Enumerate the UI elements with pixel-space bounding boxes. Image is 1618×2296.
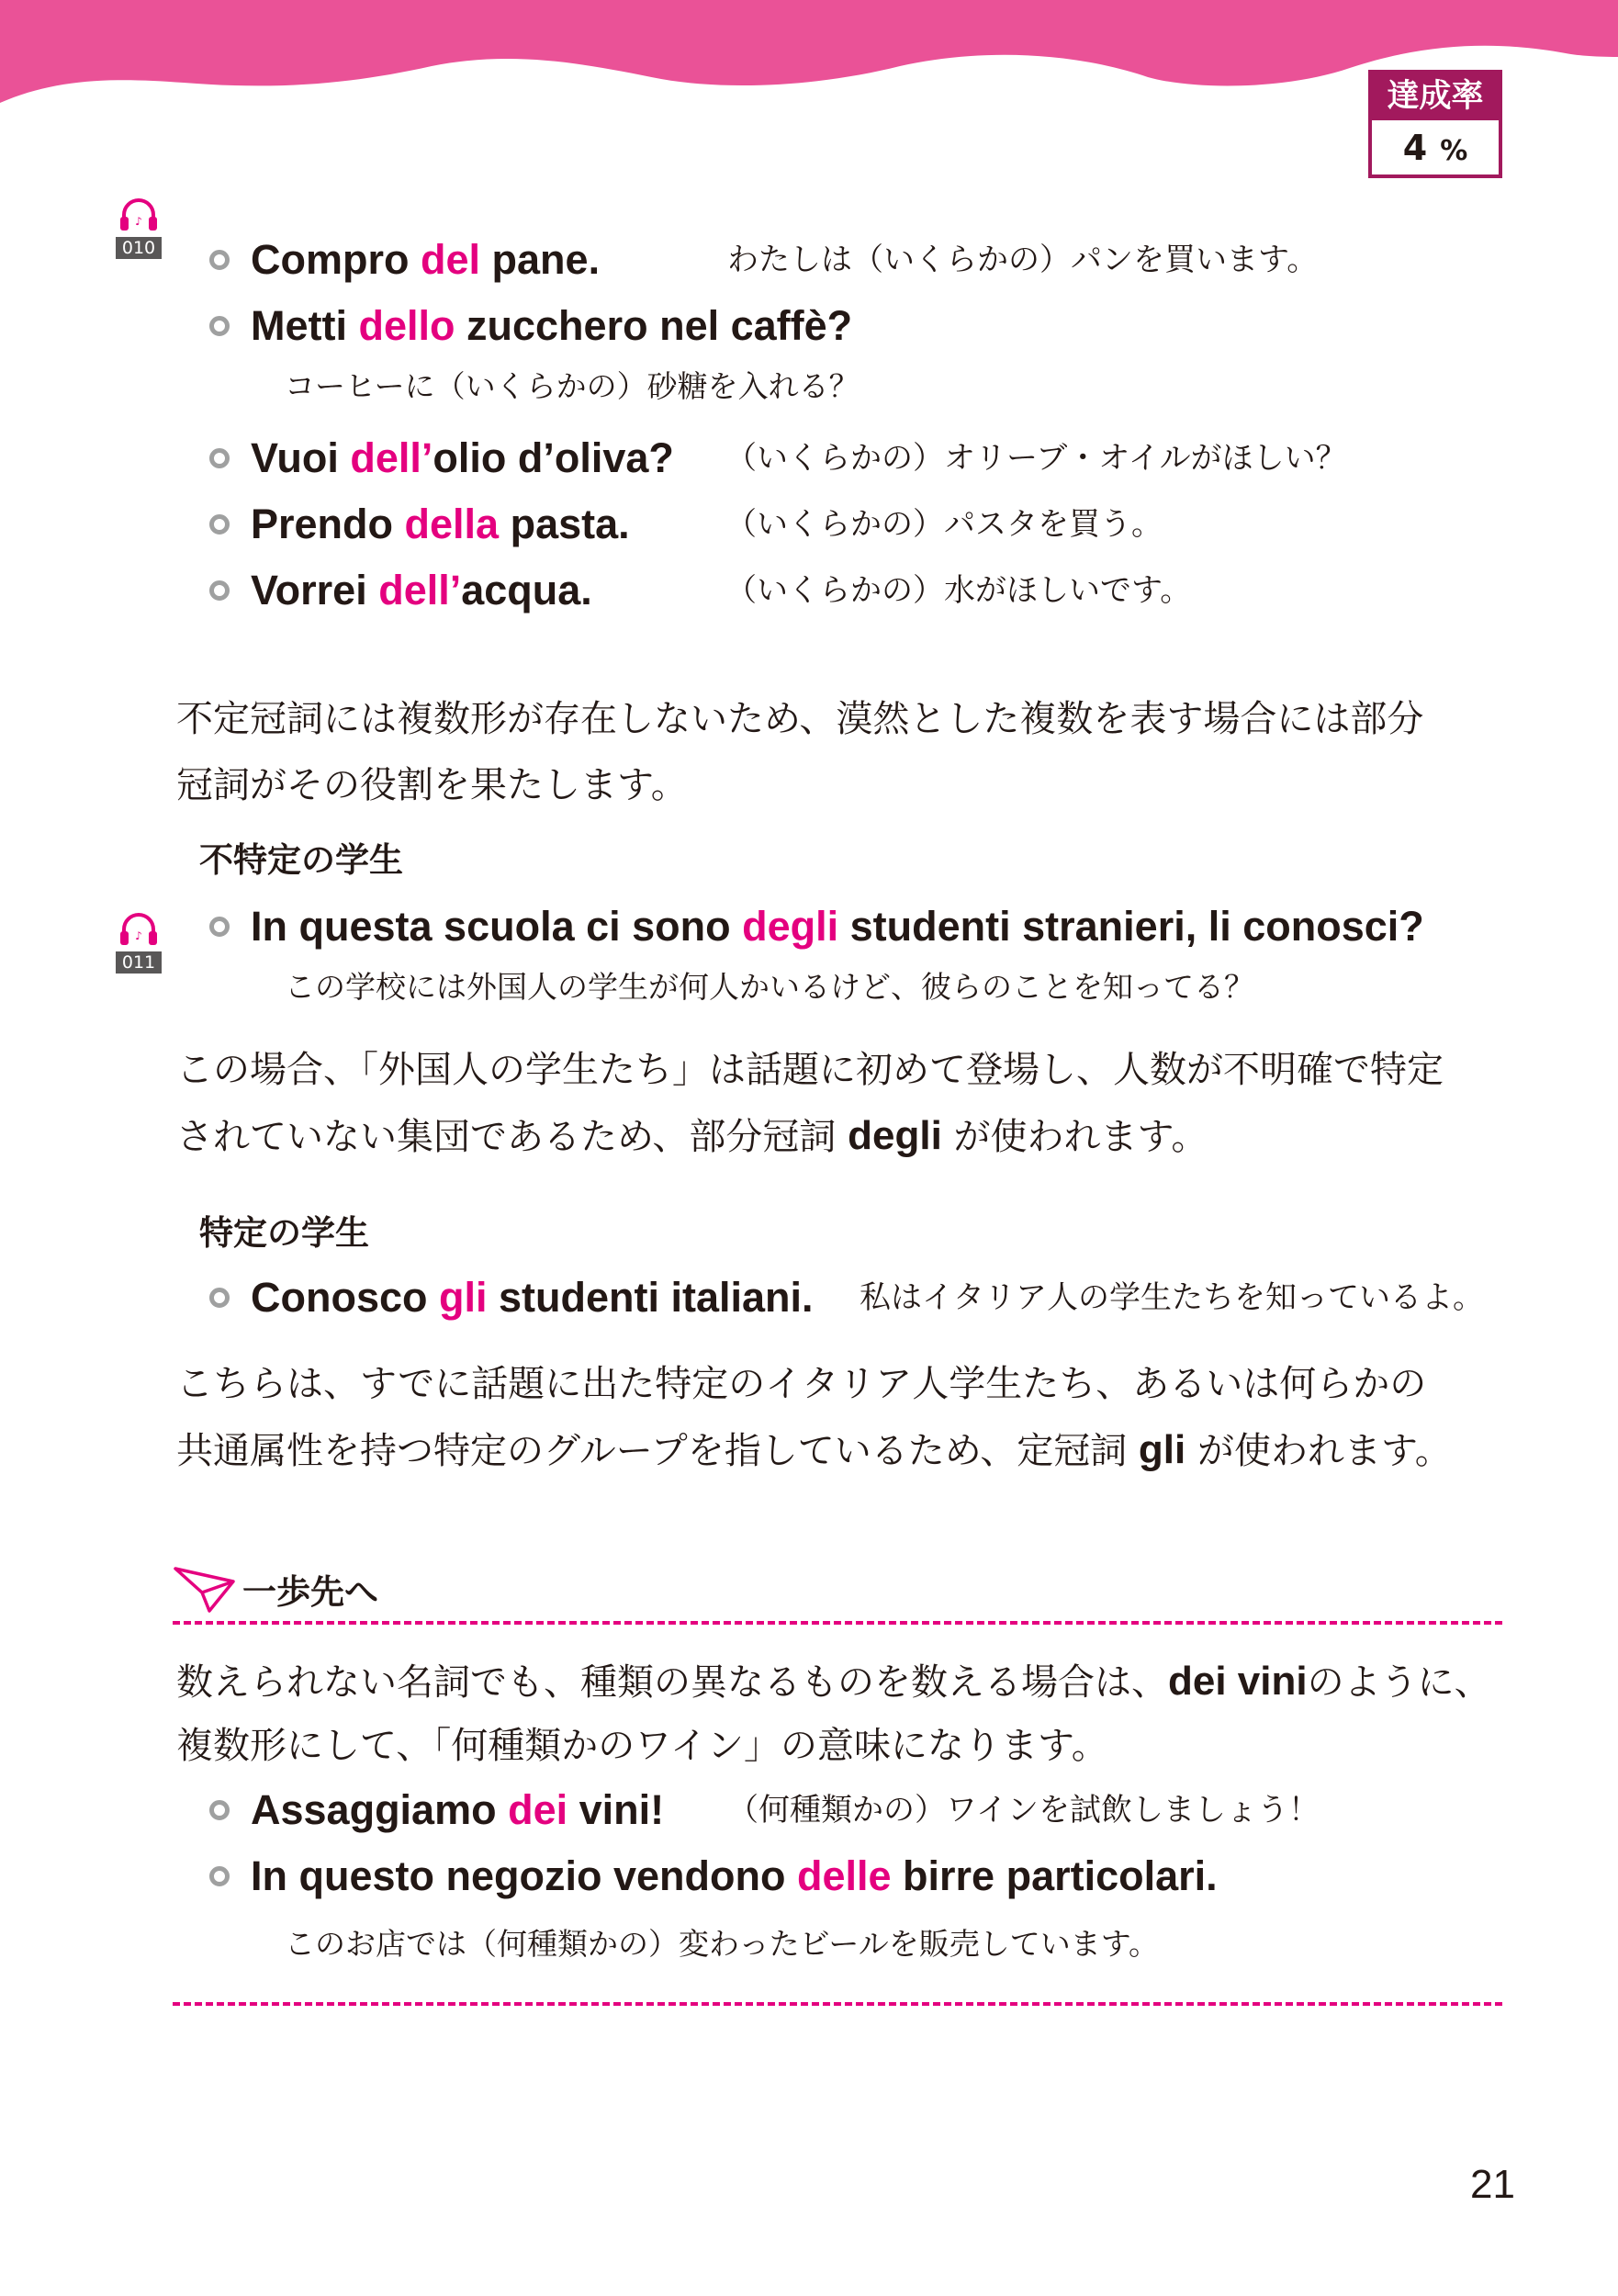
italian-sentence: Metti dello zucchero nel caffè?	[251, 302, 853, 349]
japanese-translation: わたしは（いくらかの）パンを買います。	[727, 242, 1319, 278]
svg-text:♪: ♪	[135, 215, 142, 228]
progress-number: 4	[1402, 128, 1428, 168]
section-heading: 不特定の学生	[199, 840, 403, 880]
paragraph-line: 共通属性を持つ特定のグループを指しているため、定冠詞 gli が使われます。	[176, 1427, 1452, 1472]
term: dei vini	[1168, 1659, 1308, 1704]
track-number: 011	[116, 951, 162, 974]
paragraph-line: 冠詞がその役割を果たします。	[176, 764, 688, 806]
svg-text:♪: ♪	[135, 929, 142, 942]
bullet-icon	[209, 448, 230, 468]
japanese-translation: （いくらかの）オリーブ・オイルがほしい？	[725, 440, 1347, 477]
term: gli	[1138, 1427, 1186, 1472]
japanese-translation: この学校には外国人の学生が何人かいるけど、彼らのことを知ってる？	[285, 969, 1254, 1005]
bullet-icon	[209, 1866, 230, 1886]
bullet-icon	[209, 1288, 230, 1308]
headphones-icon	[118, 909, 160, 948]
step-ahead-header	[173, 1563, 378, 1615]
progress-title: 達成率	[1372, 73, 1499, 120]
dashed-divider	[173, 2002, 1502, 2006]
section-heading: 特定の学生	[199, 1213, 369, 1253]
progress-value	[1372, 120, 1499, 179]
japanese-translation: （いくらかの）水がほしいです。	[725, 572, 1192, 609]
track-number: 010	[116, 237, 162, 259]
bullet-icon	[209, 1800, 230, 1820]
bullet-icon	[209, 580, 230, 601]
japanese-translation: このお店では（何種類かの）変わったビールを販売しています。	[285, 1926, 1160, 1962]
italian-sentence: In questa scuola ci sono degli studenti stranieri, li conosci?	[251, 903, 1424, 950]
paragraph-line: こちらは、すでに話題に出た特定のイタリア人学生たち、あるいは何らかの	[176, 1363, 1427, 1405]
audio-track-010[interactable]	[116, 195, 162, 259]
dashed-divider	[173, 1621, 1502, 1625]
paragraph-line: されていない集団であるため、部分冠詞 degli が使われます。	[176, 1113, 1208, 1158]
japanese-translation: 私はイタリア人の学生たちを知っているよ。	[860, 1279, 1484, 1316]
japanese-translation: （何種類かの）ワインを試飲しましょう！	[727, 1792, 1320, 1829]
paragraph-line: 複数形にして、「何種類かのワイン」の意味になります。	[176, 1725, 1108, 1767]
paper-plane-icon	[173, 1563, 237, 1615]
paragraph-line: この場合、「外国人の学生たち」は話題に初めて登場し、人数が不明確で特定	[176, 1049, 1444, 1091]
page-number: 21	[1470, 2162, 1515, 2207]
audio-track-011[interactable]	[116, 909, 162, 974]
progress-box	[1368, 70, 1502, 178]
japanese-translation: コーヒーに（いくらかの）砂糖を入れる？	[285, 368, 860, 404]
italian-sentence: Conosco gli studenti italiani.	[251, 1274, 814, 1321]
italian-sentence: In questo negozio vendono delle birre particolari.	[251, 1852, 1218, 1899]
bullet-icon	[209, 514, 230, 535]
progress-unit: %	[1440, 135, 1468, 167]
bullet-icon	[209, 917, 230, 937]
japanese-translation: （いくらかの）パスタを買う。	[725, 506, 1163, 543]
bullet-icon	[209, 316, 230, 336]
italian-sentence: Vorrei dell’acqua.	[251, 567, 592, 613]
italian-sentence: Compro del pane.	[251, 236, 601, 283]
bullet-icon	[209, 250, 230, 270]
italian-sentence: Prendo della pasta.	[251, 501, 630, 547]
paragraph-line: 数えられない名詞でも、種類の異なるものを数える場合は、dei viniのように、	[176, 1659, 1491, 1704]
paragraph-line: 不定冠詞には複数形が存在しないため、漠然とした複数を表す場合には部分	[176, 698, 1424, 740]
term: degli	[848, 1113, 942, 1158]
headphones-icon	[118, 195, 160, 233]
step-ahead-label: 一歩先へ	[242, 1572, 378, 1612]
italian-sentence: Assaggiamo dei vini!	[251, 1786, 665, 1833]
italian-sentence: Vuoi dell’olio d’oliva?	[251, 434, 674, 481]
